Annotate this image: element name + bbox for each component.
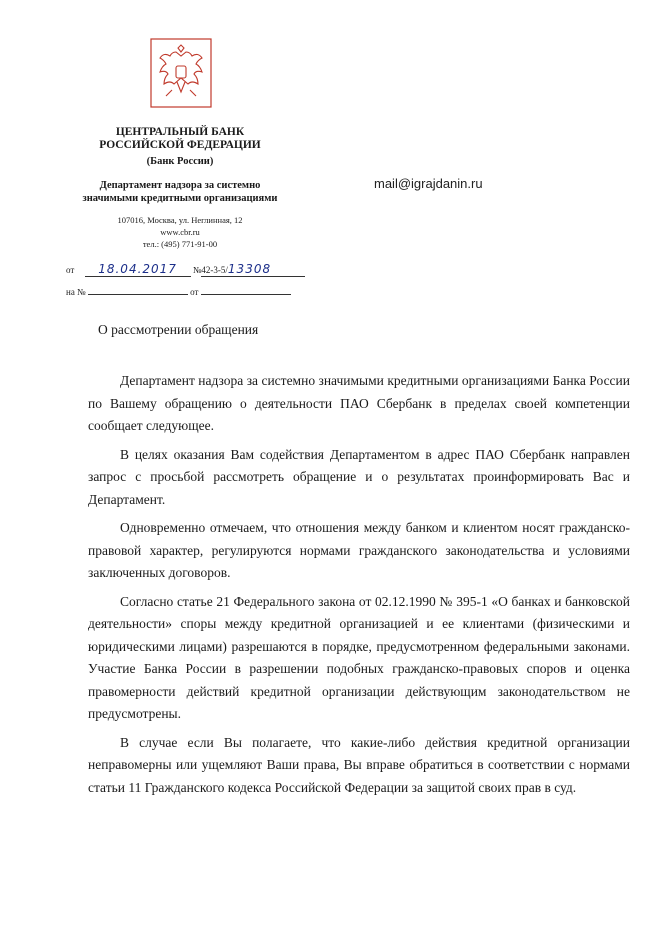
number-prefix: № bbox=[192, 265, 202, 275]
website: www.cbr.ru bbox=[160, 227, 200, 237]
number-printed: 42-3-5/ bbox=[201, 265, 228, 275]
org-name-line1: ЦЕНТРАЛЬНЫЙ БАНК bbox=[115, 126, 245, 138]
recipient-email: mail@igrajdanin.ru bbox=[374, 176, 483, 191]
body-paragraph: Одновременно отмечаем, что отношения между банком и клиентом носят гражданско-правовой характер, регулируются нормами гражданского законодательства и условиями заключенных договоров. bbox=[88, 520, 630, 580]
department-line1: Департамент надзора за системно bbox=[99, 180, 261, 191]
reply-reference-line bbox=[66, 287, 291, 297]
letter-body bbox=[88, 370, 630, 805]
body-paragraph: Департамент надзора за системно значимыми кредитными организациями Банка России по Вашему обращению о деятельности ПАО Сбербанк в пределах своей компетенции сообщает следующее. bbox=[88, 373, 630, 433]
letter-date: 18.04.2017 bbox=[85, 262, 191, 277]
body-paragraph: Согласно статье 21 Федерального закона от 02.12.1990 № 395-1 «О банках и банковской деятельности» споры между кредитной организацией и ее клиентами (физическими и юридическими лицами) разрешаются в порядке, предусмотренном федеральными законами. Участие Банка России в разрешении подобных гражданско-правовых споров и оценка правомерности действий кредитной организации действующим законодательством не предусмотрены. bbox=[88, 593, 630, 721]
reference-line bbox=[66, 262, 305, 277]
reply-prefix: на № bbox=[66, 287, 86, 297]
department-line2: значимыми кредитными организациями bbox=[82, 193, 278, 204]
number-handwritten: 13308 bbox=[227, 262, 272, 276]
letter-subject: О рассмотрении обращения bbox=[98, 322, 259, 337]
org-name-line2: РОССИЙСКОЙ ФЕДЕРАЦИИ bbox=[99, 139, 261, 151]
body-paragraph: В целях оказания Вам содействия Департаментом в адрес ПАО Сбербанк направлен запрос с просьбой рассмотреть обращение и о результатах проинформировать Вас и Департамент. bbox=[88, 446, 630, 507]
org-name-short: (Банк России) bbox=[146, 156, 214, 167]
address: 107016, Москва, ул. Неглинная, 12 bbox=[117, 215, 243, 225]
reply-from-prefix: от bbox=[190, 287, 199, 297]
russian-coat-of-arms-icon bbox=[150, 38, 212, 108]
from-prefix: от bbox=[66, 265, 75, 275]
phone: тел.: (495) 771-91-00 bbox=[142, 239, 218, 249]
body-paragraph: В случае если Вы полагаете, что какие-либо действия кредитной организации неправомерны или ущемляют Ваши права, Вы вправе обратиться в соответствии с нормами статьи 11 Гражданского кодекса Российской Федерации за защитой своих прав в суд. bbox=[88, 734, 630, 795]
